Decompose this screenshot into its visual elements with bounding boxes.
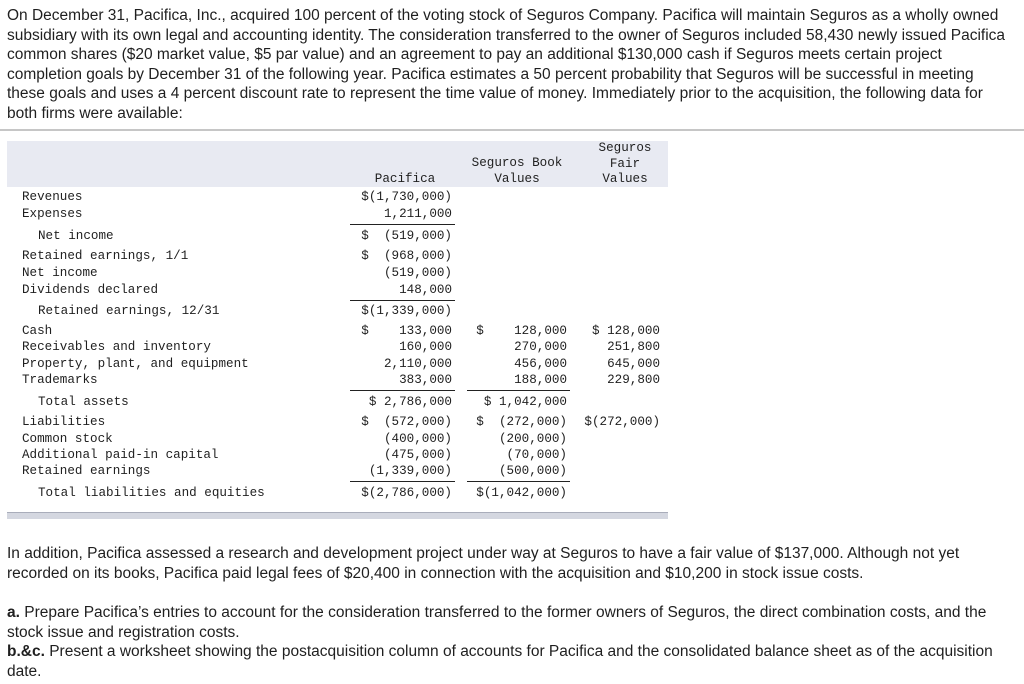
divider	[0, 129, 1024, 131]
total-underline	[350, 390, 455, 391]
row-label: Revenues	[22, 190, 83, 204]
seguros-book-value: (70,000)	[506, 448, 567, 462]
pacifica-value: $ 2,786,000	[368, 395, 452, 409]
seguros-fair-value: 251,800	[607, 340, 660, 354]
seguros-fair-value: 229,800	[607, 373, 660, 387]
additional-info: In addition, Pacifica assessed a research and development project under way at Seguros to have a fair value of $137,000. Although not yet recorded on its books, Pacifica paid legal fees of $20,400 in connection with the acquisition and $10,200 in stock issue costs.	[7, 545, 960, 582]
seguros-book-value: 270,000	[514, 340, 567, 354]
seguros-book-value: (200,000)	[498, 432, 567, 446]
seguros-book-value: $ 128,000	[476, 324, 567, 338]
header-pacifica: Pacifica	[374, 172, 436, 186]
pacifica-value: $ (572,000)	[361, 415, 452, 429]
row-label: Receivables and inventory	[22, 340, 211, 354]
seguros-fair-value: $ 128,000	[591, 324, 660, 338]
row-label: Net income	[22, 266, 98, 280]
total-underline	[467, 481, 570, 482]
pacifica-value: 383,000	[399, 373, 452, 387]
pacifica-value: $ 133,000	[361, 324, 452, 338]
pacifica-value: (400,000)	[383, 432, 452, 446]
row-label: Cash	[22, 324, 53, 338]
financial-data-table	[7, 141, 668, 511]
table-bottom-rule	[7, 512, 668, 519]
total-underline	[350, 224, 455, 225]
problem-intro: On December 31, Pacifica, Inc., acquired 100 percent of the voting stock of Seguros Company. Pacifica will maintain Seguros as a wholly owned subsidiary with its own legal and accounting identity. The consideration transferred to the owner of Seguros included 58,430 newly issued Pacifica common shares ($20 market value, $5 par value) and an agreement to pay an additional $130,000 cash if Seguros meets certain project completion goals by December 31 of the following year. Pacifica estimates a 50 percent probability that Seguros will be successful in meeting these goals and uses a 4 percent discount rate to represent the time value of money. Immediately prior to the acquisition, the following data for both firms were available:	[7, 7, 1006, 122]
seguros-book-value: $ (272,000)	[476, 415, 567, 429]
question-a-text: Prepare Pacifica’s entries to account for the consideration transferred to the former owners of Seguros, the direct combination costs, and the stock issue and registration costs.	[7, 604, 987, 641]
seguros-book-value: $ 1,042,000	[483, 395, 567, 409]
row-label: Liabilities	[22, 415, 106, 429]
question-bc-label: b.&c.	[7, 643, 45, 660]
pacifica-value: (519,000)	[383, 266, 452, 280]
row-label: Total liabilities and equities	[38, 486, 265, 500]
row-label: Total assets	[38, 395, 129, 409]
pacifica-value: 1,211,000	[383, 207, 452, 221]
row-label: Net income	[38, 229, 114, 243]
row-label: Common stock	[22, 432, 113, 446]
header-seguros-fair: Seguros Fair Values	[598, 141, 652, 186]
total-underline	[350, 300, 455, 301]
row-label: Dividends declared	[22, 283, 159, 297]
total-underline	[350, 481, 455, 482]
seguros-book-value: $(1,042,000)	[476, 486, 567, 500]
pacifica-value: $ (968,000)	[361, 249, 452, 263]
pacifica-value: 2,110,000	[383, 357, 452, 371]
row-label: Property, plant, and equipment	[22, 357, 249, 371]
seguros-fair-value: $(272,000)	[584, 415, 660, 429]
question-a-label: a.	[7, 604, 20, 621]
row-label: Trademarks	[22, 373, 98, 387]
pacifica-value: $ (519,000)	[361, 229, 452, 243]
row-label: Retained earnings	[22, 464, 151, 478]
row-label: Expenses	[22, 207, 83, 221]
questions	[7, 603, 1015, 681]
pacifica-value: $(1,730,000)	[361, 190, 452, 204]
question-a	[7, 603, 1015, 642]
seguros-fair-value: 645,000	[607, 357, 660, 371]
pacifica-value: 160,000	[399, 340, 452, 354]
pacifica-value: $(1,339,000)	[361, 304, 452, 318]
pacifica-value: $(2,786,000)	[361, 486, 452, 500]
row-label: Retained earnings, 12/31	[38, 304, 220, 318]
seguros-book-value: 456,000	[514, 357, 567, 371]
pacifica-value: 148,000	[399, 283, 452, 297]
row-label: Additional paid-in capital	[22, 448, 219, 462]
pacifica-value: (1,339,000)	[368, 464, 452, 478]
seguros-book-value: 188,000	[514, 373, 567, 387]
seguros-book-value: (500,000)	[498, 464, 567, 478]
pacifica-value: (475,000)	[383, 448, 452, 462]
header-seguros-book: Seguros Book Values	[471, 156, 563, 186]
row-label: Retained earnings, 1/1	[22, 249, 189, 263]
total-underline	[467, 390, 570, 391]
question-bc-text: Present a worksheet showing the postacquisition column of accounts for Pacifica and the consolidated balance sheet as of the acquisition date.	[7, 643, 993, 680]
question-bc	[7, 642, 1015, 681]
